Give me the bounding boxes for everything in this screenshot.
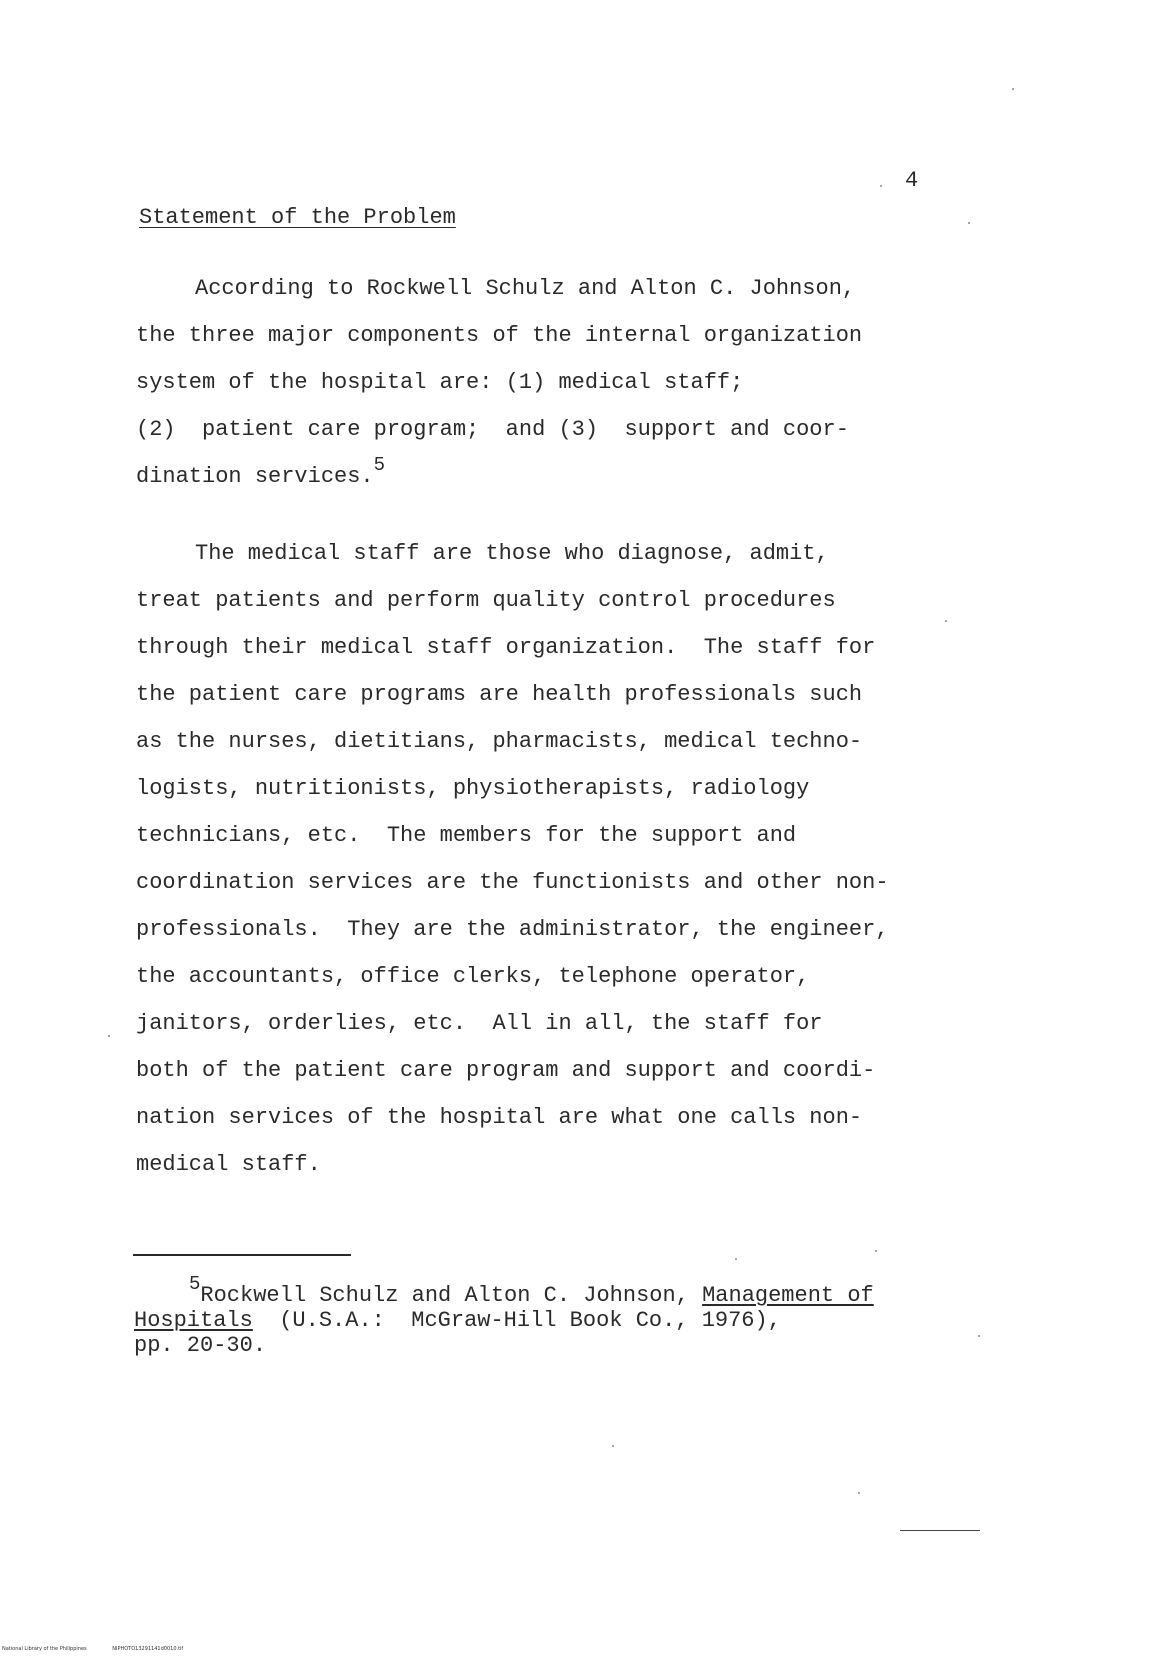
- scan-speck: [968, 222, 970, 224]
- text-line: technicians, etc. The members for the support and: [136, 823, 797, 848]
- scan-speck: [978, 1335, 980, 1337]
- text-line: the patient care programs are health professionals such: [136, 682, 863, 707]
- text-line: (2) patient care program; and (3) support and coor-: [136, 417, 849, 442]
- scan-speck: [612, 1445, 614, 1447]
- scan-speck: [1012, 88, 1014, 90]
- footnote-publication: (U.S.A.: McGraw-Hill Book Co., 1976),: [252, 1308, 781, 1333]
- text-line: professionals. They are the administrator, the engineer,: [136, 917, 889, 942]
- text-line: through their medical staff organization. The staff for: [136, 635, 876, 660]
- text-line: [136, 453, 956, 500]
- text-line: treat patients and perform quality control procedures: [136, 588, 836, 613]
- footnote-authors: Rockwell Schulz and Alton C. Johnson,: [200, 1283, 703, 1308]
- text-line: The medical staff are those who diagnose, admit,: [195, 541, 829, 566]
- footnote-line: [134, 1308, 954, 1333]
- text-line: both of the patient care program and support and coordi-: [136, 1058, 876, 1083]
- text-line: According to Rockwell Schulz and Alton C. Johnson,: [195, 276, 856, 301]
- footnote-title: Management of: [702, 1283, 874, 1308]
- text-line: nation services of the hospital are what one calls non-: [136, 1105, 863, 1130]
- text-line: as the nurses, dietitians, pharmacists, medical techno-: [136, 729, 863, 754]
- paragraph-1: [136, 265, 956, 500]
- text-line: medical staff.: [136, 1152, 321, 1177]
- scan-speck: [945, 620, 947, 622]
- paragraph-2: [136, 530, 956, 1188]
- scan-file-name: NIPHOTO13291141d0010.tif: [112, 1646, 184, 1652]
- text-line: janitors, orderlies, etc. All in all, the staff for: [136, 1011, 823, 1036]
- section-heading: Statement of the Problem: [139, 205, 456, 230]
- scan-speck: [108, 1035, 110, 1037]
- scan-speck: [880, 185, 882, 187]
- footnote-marker: 5: [189, 1273, 201, 1295]
- page-number: 4: [905, 168, 919, 193]
- footnote-separator: [133, 1254, 351, 1256]
- text-line: logists, nutritionists, physiotherapists, radiology: [136, 776, 810, 801]
- text-line: system of the hospital are: (1) medical staff;: [136, 370, 744, 395]
- footnote: [134, 1273, 954, 1358]
- scan-speck: [858, 1492, 860, 1494]
- scan-speck: [735, 1258, 737, 1260]
- scan-speck: [875, 1250, 877, 1252]
- scan-library-name: National Library of the Philippines: [2, 1646, 87, 1652]
- scan-footer: [2, 1646, 207, 1652]
- text-line: the accountants, office clerks, telephone operator,: [136, 964, 810, 989]
- text-line-content: dination services.: [136, 464, 374, 489]
- footnote-line: pp. 20-30.: [134, 1333, 267, 1358]
- text-line: coordination services are the functionists and other non-: [136, 870, 889, 895]
- footnote-line: [134, 1273, 954, 1308]
- footnote-reference: 5: [373, 454, 386, 476]
- footnote-title-continued: Hospitals: [134, 1308, 253, 1333]
- text-line: the three major components of the internal organization: [136, 323, 863, 348]
- scan-corner-mark: [900, 1530, 980, 1531]
